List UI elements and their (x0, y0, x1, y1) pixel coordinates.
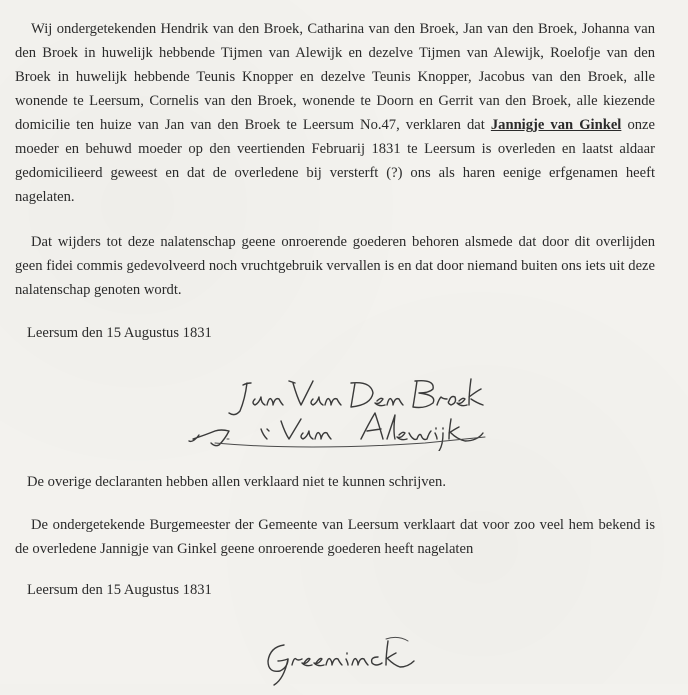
place-date-2: Leersum den 15 Augustus 1831 (27, 582, 212, 598)
handwritten-signature-van-den-broek (185, 359, 495, 451)
declaration-continuation: onze moeder en behuwd moeder op den veertienden Februarij 1831 te Leersum is overleden en laatst aldaar gedomicilieerd geweest en dat de overledene bij versterft (?) ons als haren eenige erfgenamen heeft nagelaten. (15, 117, 655, 205)
handwritten-signature-greeninck (258, 627, 433, 687)
place-date-1: Leersum den 15 Augustus 1831 (27, 325, 212, 341)
declaration-paragraph (15, 17, 655, 209)
declarants-signature (185, 359, 495, 451)
mayor-signature (258, 627, 433, 687)
mayor-declaration: De ondergetekende Burgemeester der Gemeente van Leersum verklaart dat voor zoo veel hem bekend is de overledene Jannigje van Ginkel geene onroerende goederen heeft nagelaten (15, 517, 655, 557)
declarants-text: Wij ondergetekenden Hendrik van den Broek, Catharina van den Broek, Jan van den Broek, Johanna van den Broek in huwelijk hebbende Tijmen van Alewijk en dezelve Tijmen van Alewijk, Roelofje van den Broek in huwelijk hebbende Teunis Knopper en dezelve Teunis Knopper, Jacobus van den Broek, alle wonende te Leersum, Cornelis van den Broek, wonende te Doorn en Gerrit van den Broek, alle kiezende domicilie ten huize van Jan van den Broek te Leersum No.47, verklaren dat (15, 21, 655, 133)
other-declarants-note: De overige declaranten hebben allen verklaard niet te kunnen schrijven. (27, 474, 446, 490)
deceased-name: Jannigje van Ginkel (490, 117, 622, 133)
estate-paragraph: Dat wijders tot deze nalatenschap geene onroerende goederen behoren alsmede dat door dit overlijden geen fidei commis gedevolveerd noch vruchtgebruik vervallen is en dat door niemand buiten ons iets uit deze nalatenschap genoten wordt. (15, 234, 655, 298)
